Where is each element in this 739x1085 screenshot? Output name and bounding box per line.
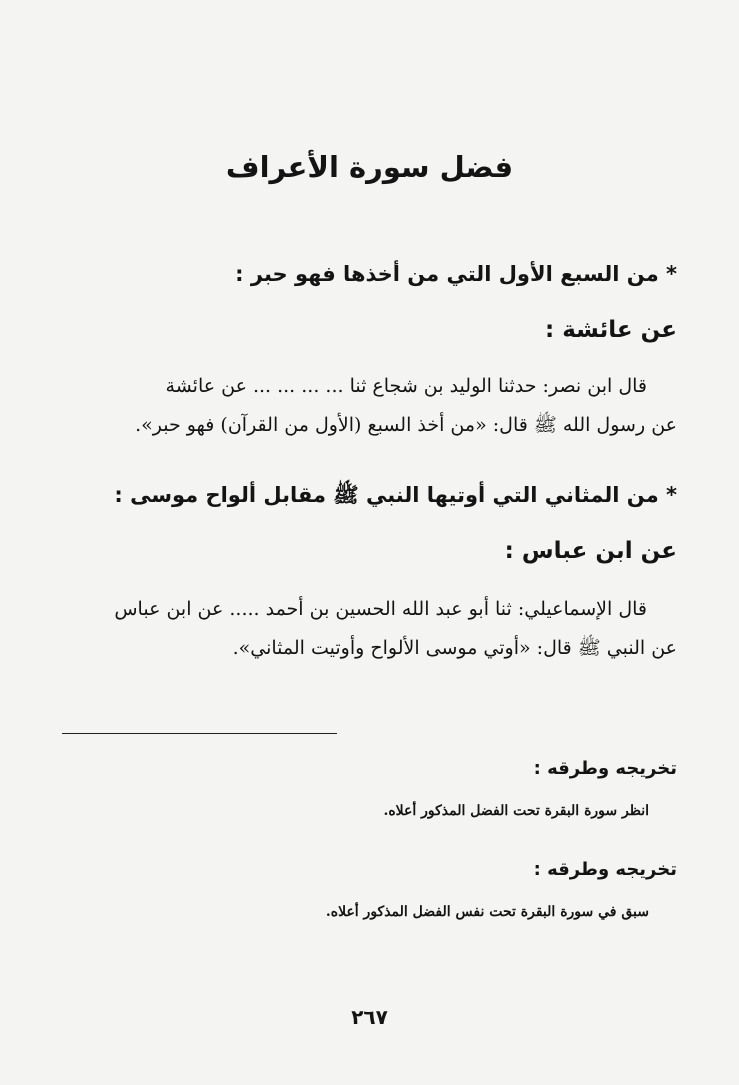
hadith-paragraph-1: [77, 367, 677, 445]
hadith-1-line-2: عن رسول الله ﷺ قال: «من أخذ السبع (الأول من القرآن) فهو حبر».: [135, 414, 677, 436]
footnote-heading-2: تخريجه وطرقه :: [533, 859, 677, 880]
section-heading-1: * من السبع الأول التي من أخذها فهو حبر :: [235, 262, 677, 286]
footnote-text-2: سبق في سورة البقرة تحت نفس الفضل المذكور أعلاه.: [325, 904, 649, 920]
hadith-2-line-2: عن النبي ﷺ قال: «أوتي موسى الألواح وأوتيت المثاني».: [232, 637, 677, 659]
footnote-text-1: انظر سورة البقرة تحت الفضل المذكور أعلاه.: [383, 803, 649, 819]
hadith-1-line-1: قال ابن نصر: حدثنا الوليد بن شجاع ثنا ... ... ... ... عن عائشة: [165, 375, 647, 397]
section-heading-2: * من المثاني التي أوتيها النبي ﷺ مقابل ألواح موسى :: [114, 483, 677, 507]
footnote-heading-1: تخريجه وطرقه :: [533, 758, 677, 779]
narrator-1: عن عائشة :: [545, 317, 677, 343]
hadith-paragraph-2: [77, 590, 677, 668]
narrator-2: عن ابن عباس :: [504, 538, 677, 564]
hadith-2-line-1: قال الإسماعيلي: ثنا أبو عبد الله الحسين بن أحمد ..... عن ابن عباس: [114, 598, 647, 620]
page-title: فضل سورة الأعراف: [225, 150, 514, 184]
footnote-separator: [62, 733, 337, 734]
page-number: ٢٦٧: [351, 1005, 388, 1029]
